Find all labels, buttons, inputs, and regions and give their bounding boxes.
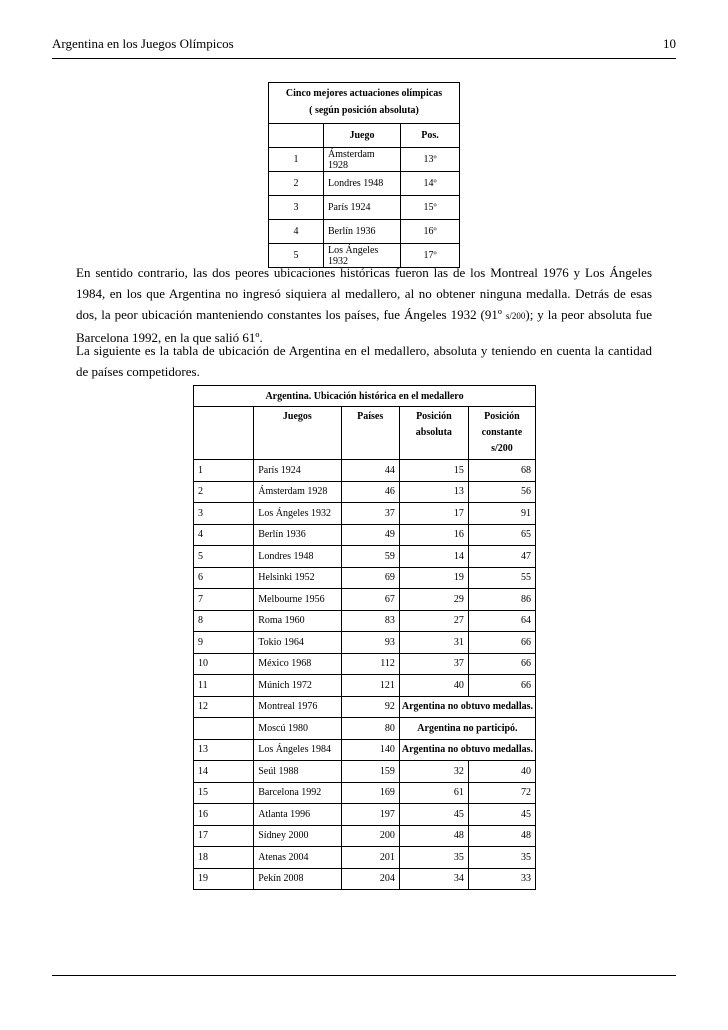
page-number: 10 (663, 36, 676, 51)
table-row (194, 460, 536, 482)
row-const-position: 40 (468, 761, 535, 783)
row-number: 14 (194, 761, 254, 783)
row-note: Argentina no obtuvo medallas. (399, 696, 535, 718)
row-const-position: 56 (468, 481, 535, 503)
row-abs-position: 40 (399, 675, 468, 697)
row-number: 16 (194, 804, 254, 826)
row-number: 3 (194, 503, 254, 525)
row-note: Argentina no obtuvo medallas. (399, 739, 535, 761)
row-game: Barcelona 1992 (254, 782, 341, 804)
history-caption: Argentina. Ubicación histórica en el medallero (194, 386, 536, 407)
history-header-row (194, 407, 536, 460)
row-abs-position: 35 (399, 847, 468, 869)
row-abs-position: 29 (399, 589, 468, 611)
row-abs-position: 32 (399, 761, 468, 783)
paragraph1-text-b: ); y la peor absoluta fue Barcelona 1992, en la que salió 61º. (76, 307, 653, 345)
row-game: Los Ángeles 1984 (254, 739, 341, 761)
top5-game: París 1924 (324, 196, 401, 220)
history-header-const-3: s/200 (491, 443, 513, 454)
row-number: 17 (194, 825, 254, 847)
table-row (194, 825, 536, 847)
history-header-const-1: Posición (484, 411, 520, 422)
row-countries: 69 (341, 567, 399, 589)
row-number: 4 (194, 524, 254, 546)
row-countries: 67 (341, 589, 399, 611)
row-const-position: 86 (468, 589, 535, 611)
history-header-const (468, 407, 535, 460)
row-countries: 112 (341, 653, 399, 675)
row-number: 18 (194, 847, 254, 869)
row-countries: 80 (341, 718, 399, 740)
top5-game: Berlín 1936 (324, 220, 401, 244)
row-number: 8 (194, 610, 254, 632)
table-row (194, 610, 536, 632)
row-abs-position: 14 (399, 546, 468, 568)
row-abs-position: 37 (399, 653, 468, 675)
row-game: Londres 1948 (254, 546, 341, 568)
row-countries: 92 (341, 696, 399, 718)
row-game: Los Ángeles 1932 (254, 503, 341, 525)
top5-table (268, 82, 460, 268)
paragraph-worst-results (76, 262, 652, 348)
row-game: México 1968 (254, 653, 341, 675)
row-number: 19 (194, 868, 254, 890)
history-header-abs-2: absoluta (415, 427, 452, 438)
row-const-position: 91 (468, 503, 535, 525)
row-countries: 201 (341, 847, 399, 869)
row-const-position: 66 (468, 632, 535, 654)
table-row (194, 675, 536, 697)
row-const-position: 72 (468, 782, 535, 804)
row-abs-position: 17 (399, 503, 468, 525)
row-countries: 121 (341, 675, 399, 697)
table-row (194, 481, 536, 503)
row-game: París 1924 (254, 460, 341, 482)
row-number: 13 (194, 739, 254, 761)
row-abs-position: 31 (399, 632, 468, 654)
row-game: Melbourne 1956 (254, 589, 341, 611)
top5-row (269, 148, 460, 172)
row-number: 7 (194, 589, 254, 611)
row-countries: 159 (341, 761, 399, 783)
row-number: 12 (194, 696, 254, 718)
row-game: Tokio 1964 (254, 632, 341, 654)
top5-rank: 3 (269, 196, 324, 220)
row-countries: 169 (341, 782, 399, 804)
row-abs-position: 19 (399, 567, 468, 589)
row-game: Seúl 1988 (254, 761, 341, 783)
row-game: Montreal 1976 (254, 696, 341, 718)
paragraph1-small: s/200 (505, 311, 526, 321)
top5-header-pos: Pos. (401, 124, 460, 148)
top5-caption-line1: Cinco mejores actuaciones olímpicas (285, 88, 443, 99)
row-const-position: 66 (468, 675, 535, 697)
row-const-position: 64 (468, 610, 535, 632)
top5-rank: 2 (269, 172, 324, 196)
row-countries: 37 (341, 503, 399, 525)
history-header-abs-1: Posición (416, 411, 452, 422)
paragraph1-text-a: En sentido contrario, las dos peores ubicaciones históricas fueron las de los Montreal 1976 y Los Ángeles 1984, en los que Argentina no ingresó siquiera al medallero, al no obtener ninguna medalla. Detrás de esas dos, la peor ubicación manteniendo constantes los países, fue Ángeles 1932 (91º (76, 265, 652, 322)
top5-game: Los Ángeles 1932 (324, 244, 401, 268)
history-header-countries: Países (341, 407, 399, 460)
row-const-position: 68 (468, 460, 535, 482)
row-abs-position: 48 (399, 825, 468, 847)
row-game: Ámsterdam 1928 (254, 481, 341, 503)
history-table (193, 385, 536, 890)
footer-rule (52, 975, 676, 976)
top5-caption (269, 83, 460, 124)
row-countries: 93 (341, 632, 399, 654)
top5-game: Londres 1948 (324, 172, 401, 196)
row-const-position: 66 (468, 653, 535, 675)
row-abs-position: 45 (399, 804, 468, 826)
row-number: 1 (194, 460, 254, 482)
top5-header-row (269, 124, 460, 148)
top5-row (269, 220, 460, 244)
top5-header-empty (269, 124, 324, 148)
row-const-position: 35 (468, 847, 535, 869)
row-number: 15 (194, 782, 254, 804)
row-countries: 46 (341, 481, 399, 503)
row-game: Múnich 1972 (254, 675, 341, 697)
top5-rank: 1 (269, 148, 324, 172)
top5-row (269, 172, 460, 196)
top5-rank: 4 (269, 220, 324, 244)
table-row (194, 761, 536, 783)
row-number: 2 (194, 481, 254, 503)
top5-header-game: Juego (324, 124, 401, 148)
row-number: 10 (194, 653, 254, 675)
row-abs-position: 34 (399, 868, 468, 890)
row-note: Argentina no participó. (399, 718, 535, 740)
row-countries: 204 (341, 868, 399, 890)
row-countries: 200 (341, 825, 399, 847)
top5-game: Ámsterdam 1928 (324, 148, 401, 172)
table-row (194, 546, 536, 568)
row-const-position: 47 (468, 546, 535, 568)
table-row (194, 739, 536, 761)
table-row (194, 782, 536, 804)
row-abs-position: 13 (399, 481, 468, 503)
row-const-position: 48 (468, 825, 535, 847)
row-abs-position: 61 (399, 782, 468, 804)
table-row (194, 524, 536, 546)
table-row (194, 804, 536, 826)
row-game: Atenas 2004 (254, 847, 341, 869)
row-game: Sídney 2000 (254, 825, 341, 847)
table-row (194, 632, 536, 654)
history-header-empty (194, 407, 254, 460)
row-number: 5 (194, 546, 254, 568)
top5-pos: 17º (401, 244, 460, 268)
row-countries: 44 (341, 460, 399, 482)
row-const-position: 65 (468, 524, 535, 546)
row-game: Helsinki 1952 (254, 567, 341, 589)
row-game: Roma 1960 (254, 610, 341, 632)
document-title: Argentina en los Juegos Olímpicos (52, 36, 234, 51)
row-countries: 140 (341, 739, 399, 761)
row-countries: 83 (341, 610, 399, 632)
top5-pos: 14º (401, 172, 460, 196)
table-row (194, 696, 536, 718)
table-row (194, 653, 536, 675)
top5-pos: 16º (401, 220, 460, 244)
row-game: Atlanta 1996 (254, 804, 341, 826)
history-header-const-2: constante (481, 427, 523, 438)
table-row (194, 503, 536, 525)
page-header (52, 36, 676, 59)
row-countries: 49 (341, 524, 399, 546)
top5-rank: 5 (269, 244, 324, 268)
top5-pos: 13º (401, 148, 460, 172)
table-row (194, 718, 536, 740)
row-const-position: 33 (468, 868, 535, 890)
row-game: Moscú 1980 (254, 718, 341, 740)
table-row (194, 567, 536, 589)
paragraph-table-intro: La siguiente es la tabla de ubicación de Argentina en el medallero, absoluta y teniendo en cuenta la cantidad de países competidores. (76, 343, 652, 379)
row-const-position: 55 (468, 567, 535, 589)
top5-caption-line2: ( según posición absoluta) (309, 105, 419, 116)
history-header-abs (399, 407, 468, 460)
row-abs-position: 27 (399, 610, 468, 632)
row-number: 11 (194, 675, 254, 697)
history-header-games: Juegos (254, 407, 341, 460)
row-number: 6 (194, 567, 254, 589)
row-number: 9 (194, 632, 254, 654)
table-row (194, 847, 536, 869)
row-abs-position: 15 (399, 460, 468, 482)
table-row (194, 589, 536, 611)
table-row (194, 868, 536, 890)
row-number (194, 718, 254, 740)
row-countries: 197 (341, 804, 399, 826)
top5-row (269, 196, 460, 220)
row-abs-position: 16 (399, 524, 468, 546)
row-game: Pekín 2008 (254, 868, 341, 890)
row-game: Berlín 1936 (254, 524, 341, 546)
row-const-position: 45 (468, 804, 535, 826)
top5-pos: 15º (401, 196, 460, 220)
row-countries: 59 (341, 546, 399, 568)
